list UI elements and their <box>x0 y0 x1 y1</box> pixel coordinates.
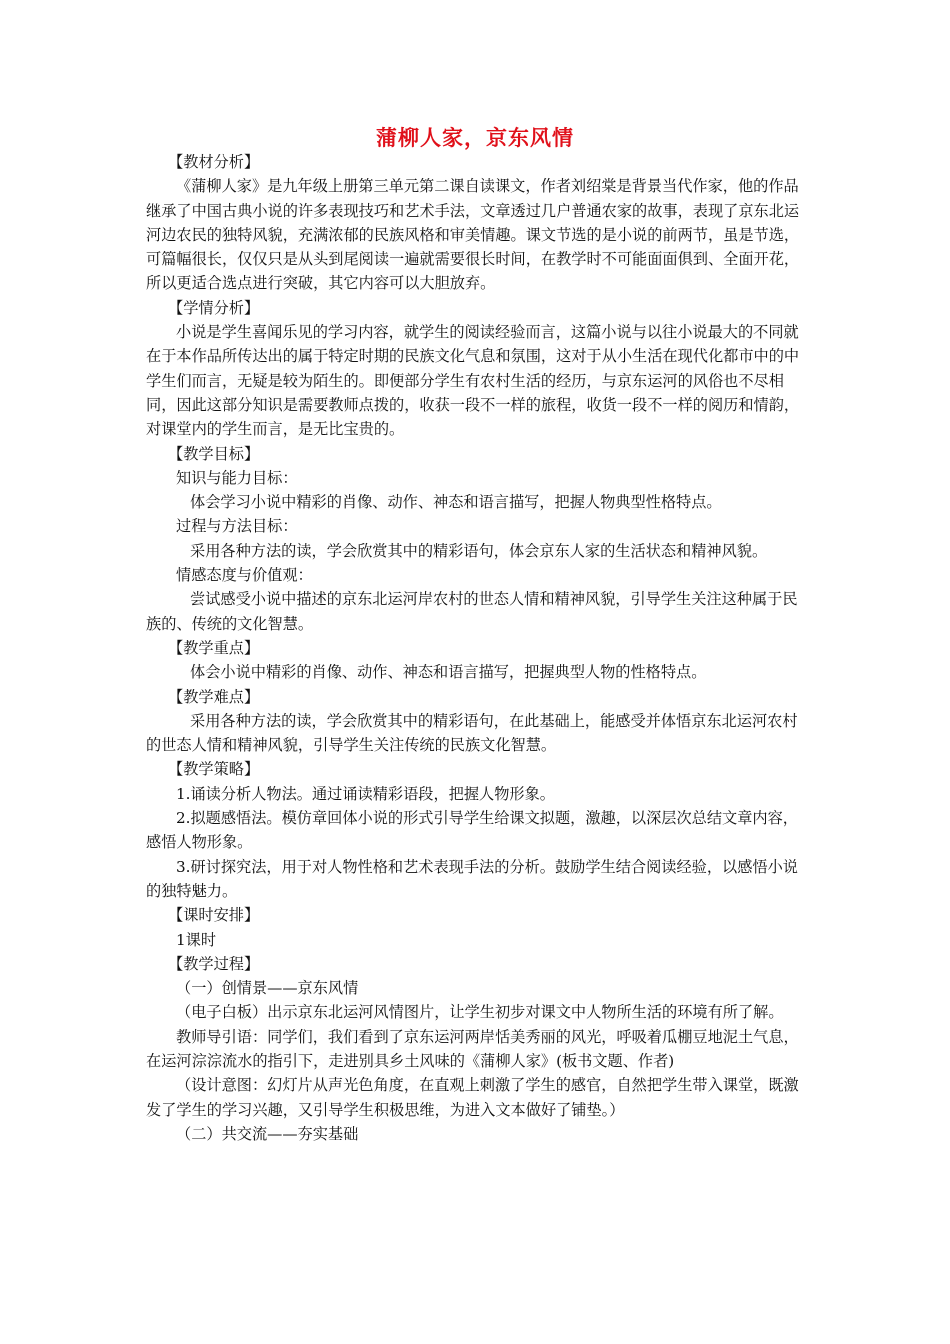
paragraph-schedule: 1课时 <box>176 930 217 949</box>
paragraph-difficulties: 采用各种方法的读，学会欣赏其中的精彩语句，在此基础上，能感受并体悟京东北运河农村的世态人情和精神风貌，引导学生关注传统的民族文化智慧。 <box>146 711 798 755</box>
section-heading-process: 【教学过程】 <box>168 954 260 973</box>
process-step-1-design: （设计意图：幻灯片从声光色角度，在直观上刺激了学生的感官，自然把学生带入课堂，既激发了学生的学习兴趣，又引导学生积极思维，为进入文本做好了铺垫。） <box>146 1076 799 1119</box>
strategy-item-1: 1.诵读分析人物法。通过诵读精彩语段，把握人物形象。 <box>176 784 555 803</box>
process-step-1: （一）创情景——京东风情 <box>176 979 359 998</box>
process-step-2: （二）共交流——夯实基础 <box>176 1124 359 1143</box>
document-body <box>146 150 812 1146</box>
paragraph-student-analysis: 小说是学生喜闻乐见的学习内容，就学生的阅读经验而言，这篇小说与以往小说最大的不同就在于本作品所传达出的属于特定时期的民族文化气息和氛围，这对于从小生活在现代化都市中的中学生们而言，无疑是较为陌生的。即便部分学生有农村生活的经历，与京东运河的风俗也不尽相同，因此这部分知识是需要教师点拨的，收获一段不一样的旅程，收货一段不一样的阅历和情韵，对课堂内的学生而言，是无比宝贵的。 <box>146 323 800 439</box>
strategy-item-2: 2.拟题感悟法。模仿章回体小说的形式引导学生给课文拟题，激趣，以深层次总结文章内容，感悟人物形象。 <box>146 809 798 852</box>
goal-text-process: 采用各种方法的读，学会欣赏其中的精彩语句，体会京东人家的生活状态和精神风貌。 <box>190 541 768 560</box>
section-heading-difficulties: 【教学难点】 <box>168 687 260 706</box>
section-heading-key-points: 【教学重点】 <box>168 638 260 657</box>
document-title: 蒲柳人家，京东风情 <box>376 126 574 150</box>
process-step-1-activity: （电子白板）出示京东北运河风情图片，让学生初步对课文中人物所生活的环境有所了解。 <box>176 1003 784 1022</box>
section-heading-schedule: 【课时安排】 <box>168 906 260 925</box>
goal-text-knowledge: 体会学习小说中精彩的肖像、动作、神态和语言描写，把握人物典型性格特点。 <box>190 493 722 512</box>
strategy-item-3: 3.研讨探究法，用于对人物性格和艺术表现手法的分析。鼓励学生结合阅读经验，以感悟小说的独特魅力。 <box>146 857 798 900</box>
section-heading-strategies: 【教学策略】 <box>168 760 260 779</box>
section-heading-teaching-goals: 【教学目标】 <box>168 444 260 463</box>
goal-text-emotion: 尝试感受小说中描述的京东北运河岸农村的世态人情和精神风貌，引导学生关注这种属于民族的、传统的文化智慧。 <box>146 590 798 633</box>
paragraph-key-points: 体会小说中精彩的肖像、动作、神态和语言描写，把握典型人物的性格特点。 <box>190 663 707 682</box>
section-heading-student-analysis: 【学情分析】 <box>168 298 260 317</box>
goal-label-emotion: 情感态度与价值观： <box>176 566 313 585</box>
section-heading-textbook-analysis: 【教材分析】 <box>168 153 260 171</box>
goal-label-process: 过程与方法目标： <box>176 517 298 536</box>
process-step-1-intro: 教师导引语：同学们，我们看到了京东运河两岸恬美秀丽的风光，呼吸着瓜棚豆地泥土气息，在运河淙淙流水的指引下，走进别具乡土风味的《蒲柳人家》(板书文题、作者) <box>146 1027 799 1070</box>
paragraph-textbook-analysis: 《蒲柳人家》是九年级上册第三单元第二课自读课文，作者刘绍棠是背景当代作家，他的作品继承了中国古典小说的许多表现技巧和艺术手法，文章透过几户普通农家的故事，表现了京东北运河边农民的独特风貌，充满浓郁的民族风格和审美情趣。课文节选的是小说的前两节，虽是节选，可篇幅很长，仅仅只是从头到尾阅读一遍就需要很长时间，在教学时不可能面面俱到、全面开花，所以更适合选点进行突破，其它内容可以大胆放弃。 <box>146 177 800 293</box>
goal-label-knowledge: 知识与能力目标： <box>176 468 298 487</box>
